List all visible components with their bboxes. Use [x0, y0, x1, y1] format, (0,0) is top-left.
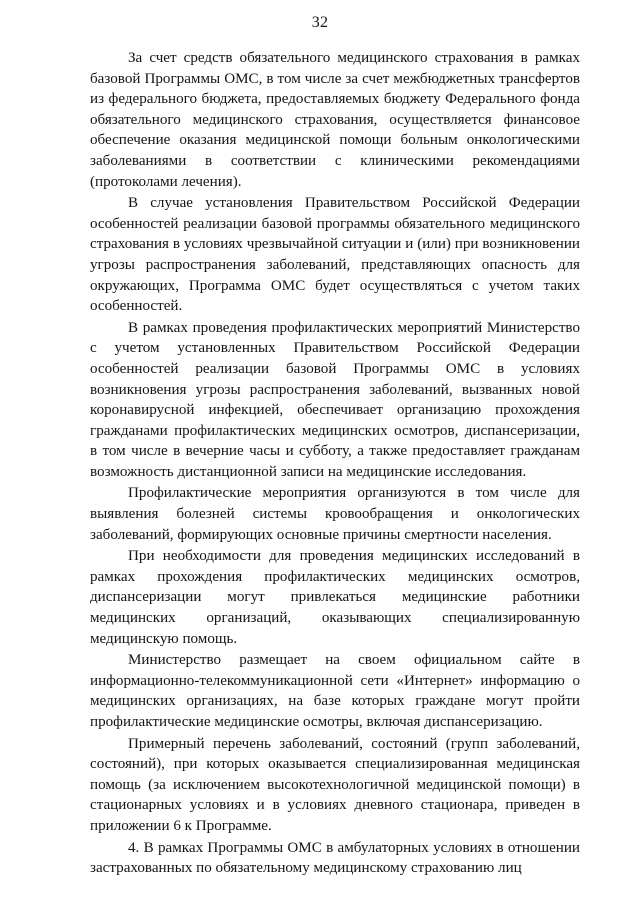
- paragraph-ministry-website: Министерство размещает на своем официальном сайте в информационно-телекоммуникационной сети «Интернет» информацию о медицинских организациях, на базе которых граждане могут пройти профилактические медицинские осмотры, включая диспансеризацию.: [90, 652, 580, 730]
- paragraph-section-4: 4. В рамках Программы ОМС в амбулаторных условиях в отношении застрахованных по обязательному медицинскому страхованию лиц: [90, 839, 580, 877]
- paragraph-disease-list: Примерный перечень заболеваний, состояний (групп заболеваний, состояний), при которых оказывается специализированная медицинская помощь (за исключением высокотехнологичной медицинской помощи) в стационарных условиях и в условиях дневного стационара, приведен в приложении 6 к Программе.: [90, 735, 580, 834]
- page-number: 32: [311, 14, 329, 31]
- paragraph-oms-oncology-financing: За счет средств обязательного медицинского страхования в рамках базовой Программы ОМС, в том числе за счет межбюджетных трансфертов из федерального бюджета, предоставляемых бюджету Федерального фонда обязательного медицинского страхования, осуществляется финансовое обеспечение оказания медицинской помощи больным онкологическими заболеваниями в соответствии с клиническими рекомендациями (протоколами лечения).: [90, 50, 580, 190]
- paragraph-emergency-features: В случае установления Правительством Российской Федерации особенностей реализации базовой программы обязательного медицинского страхования в условиях чрезвычайной ситуации и (или) при возникновении угрозы распространения заболеваний, представляющих опасность для окружающих, Программа ОМС будет осуществляться с учетом таких особенностей.: [90, 195, 580, 315]
- paragraph-preventive-targets: Профилактические мероприятия организуются в том числе для выявления болезней системы кровообращения и онкологических заболеваний, формирующих основные причины смертности населения.: [90, 485, 580, 543]
- paragraph-preventive-measures: В рамках проведения профилактических мероприятий Министерство с учетом установленных Правительством Российской Федерации особенностей реализации базовой Программы ОМС в условиях возникновения угрозы распространения заболеваний, вызванных новой коронавирусной инфекцией, обеспечивает организацию прохождения гражданами профилактических медицинских осмотров, диспансеризации, в том числе в вечерние часы и субботу, а также предоставляет гражданам возможность дистанционной записи на медицинские исследования.: [90, 319, 580, 480]
- document-body: [90, 48, 580, 879]
- paragraph-medical-workers: При необходимости для проведения медицинских исследований в рамках прохождения профилактических медицинских осмотров, диспансеризации могут привлекаться медицинские работники медицинских организаций, оказывающих специализированную медицинскую помощь.: [90, 548, 580, 647]
